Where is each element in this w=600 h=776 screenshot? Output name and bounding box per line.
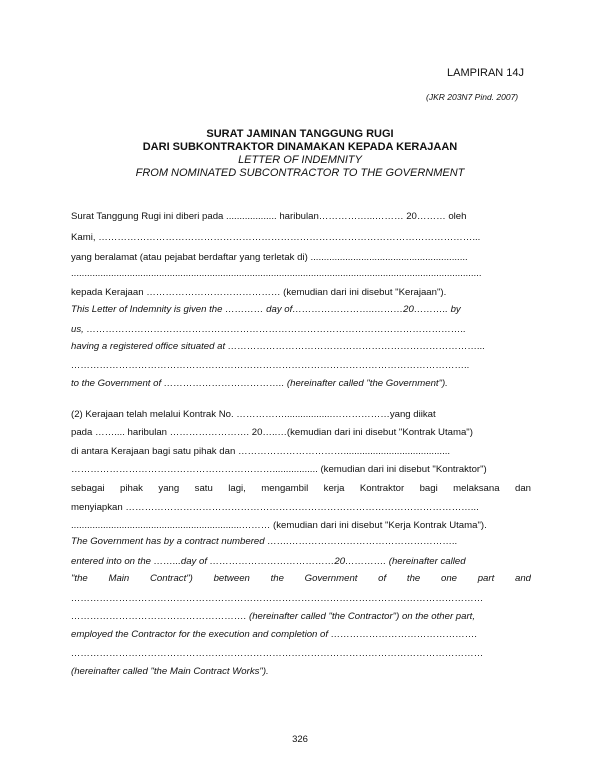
section2-line: ………………………………………………………………………………………………………………… bbox=[71, 593, 484, 604]
section2-line: The Government has by a contract numbered …….…………………………………………….. bbox=[71, 536, 458, 547]
section2-line: sebagai pihak yang satu lagi, mengambil kerja Kontraktor bagi melaksana dan bbox=[71, 483, 531, 494]
page-number: 326 bbox=[292, 734, 308, 745]
section1-line: yang beralamat (atau pejabat berdaftar yang terletak di) ........................................................... bbox=[71, 252, 468, 263]
section1-line: Surat Tanggung Rugi ini diberi pada ................... haribulan……………...……… 20……… oleh bbox=[71, 211, 467, 222]
section1-line: having a registered office situated at ……………………………………………………………………... bbox=[71, 341, 486, 352]
section2-line: ………………………………………………………………………………………………………………… bbox=[71, 648, 484, 659]
section1-line: …………………………………………………………………………………………………………….. bbox=[71, 360, 470, 371]
form-reference: (JKR 203N7 Pind. 2007) bbox=[426, 92, 519, 102]
section2-line: ………………………………………………………................. (kemudian dari ini disebut "Kontraktor") bbox=[71, 464, 487, 475]
section2-line: employed the Contractor for the execution and completion of ………………………………………. bbox=[71, 629, 478, 640]
section1-line: to the Government of ……………………………….. (hereinafter called "the Government"). bbox=[71, 378, 448, 389]
section2-line: ………………………………………………. (hereinafter called "the Contractor") on the other part, bbox=[71, 611, 476, 622]
section1-line: This Letter of Indemnity is given the ………… day of……………………..………20……….. by bbox=[71, 304, 461, 315]
section2-line: menyiapkan ………………………………………………………………………………………………... bbox=[71, 502, 479, 513]
section2-line: di antara Kerajaan bagi satu pihak dan ……………………………........................................ bbox=[71, 446, 451, 457]
title-english-1: LETTER OF INDEMNITY bbox=[238, 154, 362, 166]
section1-line: kepada Kerajaan …………………………………… (kemudian dari ini disebut "Kerajaan"). bbox=[71, 287, 447, 298]
appendix-label: LAMPIRAN 14J bbox=[447, 67, 525, 79]
section1-line: us, ……………………………………………………………………………………………………….. bbox=[71, 324, 466, 335]
section1-line: Kami, ………………………………………………………………………………………………………... bbox=[71, 232, 481, 243]
title-english-2: FROM NOMINATED SUBCONTRACTOR TO THE GOVERNMENT bbox=[135, 167, 465, 179]
section2-line: (2) Kerajaan telah melalui Kontrak No. ……………..................………………yang diikat bbox=[71, 409, 436, 420]
title-malay-2: DARI SUBKONTRAKTOR DINAMAKAN KEPADA KERAJAAN bbox=[142, 141, 458, 153]
section1-line: .......................................................................................................................................................... bbox=[71, 268, 482, 279]
section2-line: ................................................................……… (kemudian dari ini disebut "Kerja Kontrak Utama"). bbox=[71, 520, 487, 531]
section2-line: "the Main Contract") between the Government of the one part and bbox=[71, 573, 531, 584]
section2-line: entered into on the ……...day of …………………………………20…………. (hereinafter called bbox=[71, 556, 466, 567]
section2-line: (hereinafter called "the Main Contract Works"). bbox=[71, 666, 269, 677]
title-malay-1: SURAT JAMINAN TANGGUNG RUGI bbox=[206, 128, 394, 140]
section2-line: pada …….... haribulan ……………………. 20…..…(kemudian dari ini disebut "Kontrak Utama") bbox=[71, 427, 473, 438]
